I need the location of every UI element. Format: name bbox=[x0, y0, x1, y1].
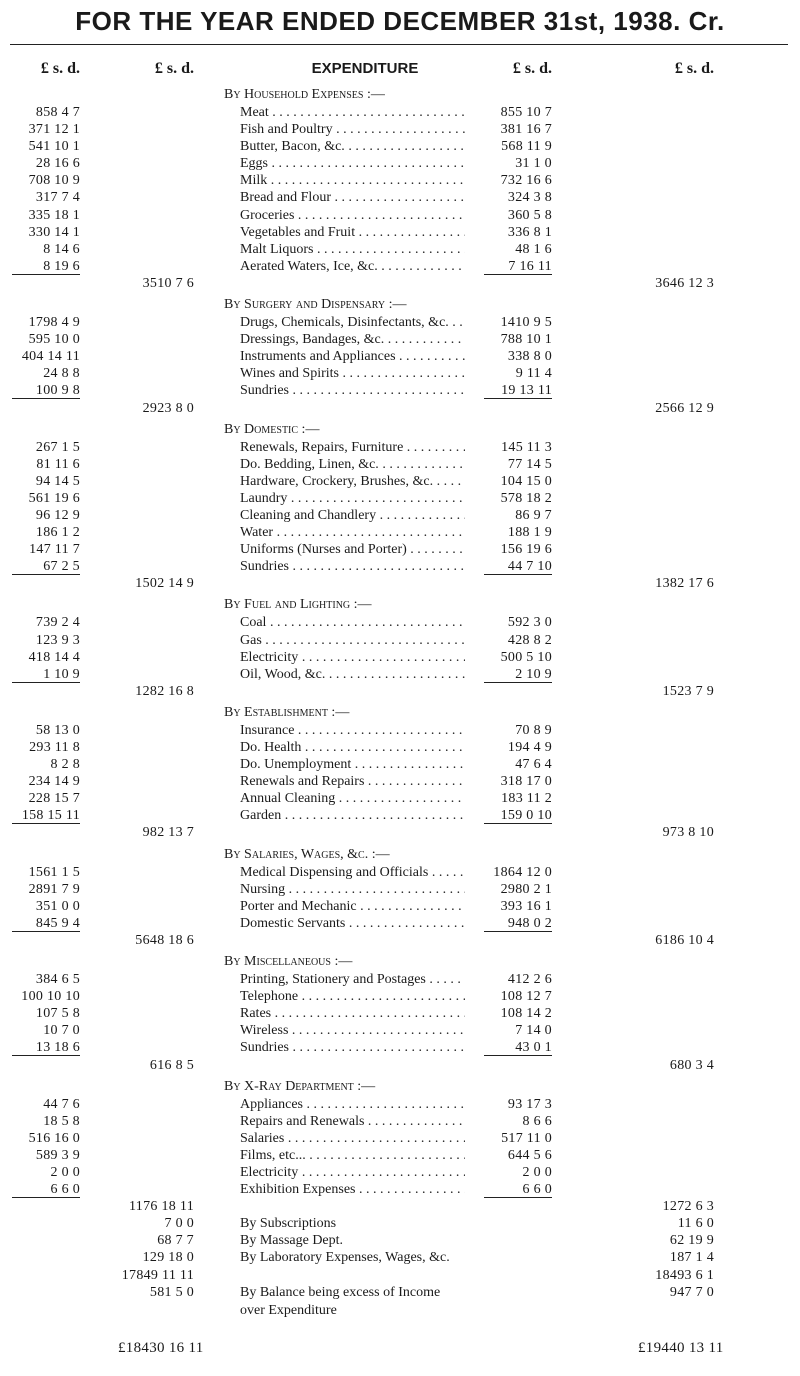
current-year-item-amount: 31 1 0 bbox=[515, 156, 552, 172]
prev-year-item-amount: 541 10 1 bbox=[28, 139, 80, 155]
section-heading-row bbox=[0, 842, 800, 864]
ledger-row bbox=[0, 348, 800, 365]
ledger-row bbox=[0, 138, 800, 155]
section-title: By Surgery and Dispensary :— bbox=[224, 297, 407, 313]
prev-year-total-amount: 68 7 7 bbox=[157, 1233, 194, 1249]
prev-year-item-amount: 845 9 4 bbox=[35, 915, 80, 931]
ledger-row bbox=[0, 1039, 800, 1056]
prev-year-item-amount: 2 0 0 bbox=[50, 1164, 80, 1180]
prev-year-item-amount: 1561 1 5 bbox=[28, 864, 80, 880]
ledger-row bbox=[0, 121, 800, 138]
page-heading: FOR THE YEAR ENDED DECEMBER 31st, 1938. Cr. bbox=[75, 6, 725, 36]
item-description: Fish and Poultry . . . bbox=[240, 121, 465, 138]
current-year-total-amount: 187 1 4 bbox=[669, 1250, 714, 1266]
item-description: By Subscriptions bbox=[240, 1216, 337, 1232]
item-description: Milk . . . bbox=[240, 172, 465, 189]
prev-year-item-amount: 404 14 11 bbox=[21, 349, 80, 365]
item-description: Instruments and Appliances . . . bbox=[240, 348, 465, 365]
ledger-row bbox=[0, 1022, 800, 1039]
current-year-item-amount: 381 16 7 bbox=[500, 122, 552, 138]
current-year-item-amount: 194 4 9 bbox=[507, 740, 552, 755]
ledger-row bbox=[0, 382, 800, 399]
item-description: Meat . . . bbox=[240, 104, 465, 121]
prev-year-item-amount: 561 19 6 bbox=[28, 490, 80, 506]
current-year-item-amount: 7 16 11 bbox=[508, 258, 552, 274]
current-year-item-amount: 77 14 5 bbox=[507, 456, 552, 472]
expenditure-header: EXPENDITURE bbox=[311, 60, 419, 77]
prev-year-item-amount: 81 11 6 bbox=[36, 456, 80, 472]
ledger-row bbox=[0, 365, 800, 382]
item-description: Do. Health . . . . . bbox=[240, 739, 465, 756]
section-heading-row bbox=[0, 82, 800, 104]
ledger-row bbox=[0, 314, 800, 331]
current-year-total-amount: 3646 12 3 bbox=[655, 275, 714, 291]
ledger-row bbox=[0, 1284, 800, 1320]
ledger-row bbox=[0, 1267, 800, 1284]
current-year-item-amount: 108 12 7 bbox=[500, 989, 552, 1005]
current-year-item-amount: 2980 2 1 bbox=[500, 881, 552, 897]
ledger-row bbox=[0, 1215, 800, 1232]
ledger-row bbox=[0, 207, 800, 224]
section-title: By Fuel and Lighting :— bbox=[224, 597, 372, 613]
prev-year-total-amount: 5648 18 6 bbox=[135, 932, 194, 948]
section-title: By Household Expenses :— bbox=[224, 87, 385, 102]
ledger-row bbox=[0, 614, 800, 631]
item-description: Aerated Waters, Ice, &c. . . . bbox=[240, 258, 465, 275]
item-description: Do. Unemployment . . . bbox=[240, 756, 465, 773]
item-description: Medical Dispensing and Officials . . . bbox=[240, 864, 465, 881]
prev-year-item-amount: 67 2 5 bbox=[43, 559, 80, 575]
item-description: Rates . . . bbox=[240, 1005, 465, 1022]
item-description: Drugs, Chemicals, Disinfectants, &c. . . . bbox=[240, 314, 465, 331]
prev-year-total-amount: 982 13 7 bbox=[142, 825, 194, 841]
current-year-item-amount: 43 0 1 bbox=[515, 1040, 552, 1056]
current-year-item-amount: 1864 12 0 bbox=[493, 864, 552, 880]
item-description: Laundry . . . . . bbox=[240, 490, 465, 507]
prev-year-item-amount: 44 7 6 bbox=[43, 1096, 80, 1112]
current-year-item-amount: 948 0 2 bbox=[507, 915, 552, 931]
ledger-row bbox=[0, 241, 800, 258]
current-year-item-amount: 7 14 0 bbox=[515, 1023, 552, 1039]
current-year-total-amount: 18493 6 1 bbox=[655, 1267, 714, 1283]
item-description: Wines and Spirits . . . bbox=[240, 365, 465, 382]
item-description: By Balance being excess of Income over Expenditure bbox=[240, 1284, 441, 1318]
item-description: Insurance . . . . . bbox=[240, 722, 465, 739]
prev-year-total-amount: £18430 16 11 bbox=[118, 1339, 204, 1356]
prev-year-item-amount: 2891 7 9 bbox=[28, 881, 80, 897]
ledger-row bbox=[0, 1232, 800, 1249]
ledger-row bbox=[0, 104, 800, 121]
item-description: Wireless . . . . . bbox=[240, 1022, 465, 1039]
column-headers bbox=[0, 60, 800, 82]
ledger-row bbox=[0, 1249, 800, 1266]
current-year-item-amount: 644 5 6 bbox=[507, 1147, 552, 1163]
prev-year-item-amount: 13 18 6 bbox=[35, 1040, 80, 1056]
item-description: Eggs . . . bbox=[240, 155, 465, 172]
item-description: Appliances . . . bbox=[240, 1096, 465, 1113]
prev-year-item-amount: 100 10 10 bbox=[21, 989, 80, 1005]
ledger-row bbox=[0, 649, 800, 666]
section-title: By Establishment :— bbox=[224, 704, 350, 720]
current-year-item-amount: 2 0 0 bbox=[522, 1164, 552, 1180]
ledger-row bbox=[0, 632, 800, 649]
item-description: Exhibition Expenses . . . bbox=[240, 1181, 465, 1198]
heading-rule bbox=[10, 44, 788, 45]
ledger-row bbox=[0, 773, 800, 790]
ledger-row bbox=[0, 1130, 800, 1147]
current-year-item-amount: 1410 9 5 bbox=[500, 315, 552, 331]
item-description: Water . . . bbox=[240, 524, 465, 541]
prev-year-item-amount: 123 9 3 bbox=[35, 632, 80, 648]
item-description: Cleaning and Chandlery . . . bbox=[240, 507, 465, 524]
col4-header: £ s. d. bbox=[674, 60, 714, 77]
current-year-total-amount: 1523 7 9 bbox=[662, 683, 714, 699]
item-description: Sundries . . . . . bbox=[240, 1039, 465, 1056]
prev-year-total-amount: 581 5 0 bbox=[149, 1284, 194, 1300]
current-year-item-amount: 393 16 1 bbox=[500, 898, 552, 914]
col2-header: £ s. d. bbox=[154, 60, 194, 77]
item-description: Dressings, Bandages, &c. . . . bbox=[240, 331, 465, 348]
prev-year-item-amount: 96 12 9 bbox=[35, 507, 80, 523]
item-description: Bread and Flour . . . . . bbox=[240, 189, 465, 206]
ledger-row bbox=[0, 722, 800, 739]
item-description: Do. Bedding, Linen, &c. . . . bbox=[240, 456, 465, 473]
current-year-item-amount: 183 11 2 bbox=[501, 791, 552, 807]
ledger-row bbox=[0, 1113, 800, 1130]
prev-year-item-amount: 317 7 4 bbox=[35, 190, 80, 206]
ledger-row bbox=[0, 988, 800, 1005]
item-description: Annual Cleaning . . . . . bbox=[240, 790, 465, 807]
current-year-item-amount: 592 3 0 bbox=[507, 615, 552, 631]
item-description: Malt Liquors . . . bbox=[240, 241, 465, 258]
current-year-total-amount: 2566 12 9 bbox=[655, 400, 714, 416]
section-heading-row bbox=[0, 292, 800, 314]
current-year-item-amount: 732 16 6 bbox=[500, 173, 552, 189]
prev-year-total-amount: 17849 11 11 bbox=[121, 1267, 194, 1283]
current-year-item-amount: 86 9 7 bbox=[515, 507, 552, 523]
ledger-row bbox=[0, 881, 800, 898]
item-description: Oil, Wood, &c. . . . . . bbox=[240, 666, 465, 683]
item-description: Uniforms (Nurses and Porter) . . . . . bbox=[240, 541, 465, 558]
current-year-item-amount: 578 18 2 bbox=[500, 490, 552, 506]
item-description: Hardware, Crockery, Brushes, &c. . . . bbox=[240, 473, 465, 490]
prev-year-item-amount: 351 0 0 bbox=[35, 898, 80, 914]
section-heading-row bbox=[0, 1074, 800, 1096]
current-year-item-amount: 9 11 4 bbox=[515, 366, 552, 382]
ledger-row bbox=[0, 1198, 800, 1215]
ledger-row bbox=[0, 541, 800, 558]
current-year-item-amount: 48 1 6 bbox=[515, 241, 552, 257]
item-description: Sundries . . . . . bbox=[240, 558, 465, 575]
item-description: Salaries . . . bbox=[240, 1130, 465, 1147]
prev-year-item-amount: 100 9 8 bbox=[35, 383, 80, 399]
prev-year-item-amount: 8 14 6 bbox=[43, 241, 80, 257]
prev-year-total-amount: 1176 18 11 bbox=[129, 1199, 194, 1215]
ledger-row bbox=[0, 1096, 800, 1113]
prev-year-total-amount: 616 8 5 bbox=[149, 1057, 194, 1073]
prev-year-item-amount: 228 15 7 bbox=[28, 791, 80, 807]
current-year-item-amount: 428 8 2 bbox=[507, 632, 552, 648]
ledger-row bbox=[0, 932, 800, 949]
prev-year-item-amount: 858 4 7 bbox=[35, 105, 80, 120]
current-year-item-amount: 70 8 9 bbox=[515, 722, 552, 738]
item-description: Vegetables and Fruit . . . bbox=[240, 224, 465, 241]
ledger-row bbox=[0, 490, 800, 507]
ledger-row bbox=[0, 898, 800, 915]
item-description: Renewals and Repairs . . . bbox=[240, 773, 465, 790]
current-year-total-amount: 973 8 10 bbox=[662, 825, 714, 841]
prev-year-item-amount: 18 5 8 bbox=[43, 1113, 80, 1129]
ledger-row bbox=[0, 790, 800, 807]
ledger-row bbox=[0, 155, 800, 172]
prev-year-item-amount: 28 16 6 bbox=[35, 156, 80, 172]
ledger-row bbox=[0, 456, 800, 473]
ledger-row bbox=[0, 172, 800, 189]
current-year-item-amount: 19 13 11 bbox=[501, 383, 552, 399]
prev-year-total-amount: 2923 8 0 bbox=[142, 400, 194, 416]
ledger-row bbox=[0, 1147, 800, 1164]
item-description: By Laboratory Expenses, Wages, &c. bbox=[240, 1250, 450, 1266]
current-year-total-amount: 62 19 9 bbox=[669, 1233, 714, 1249]
prev-year-item-amount: 147 11 7 bbox=[29, 542, 80, 558]
ledger-row bbox=[0, 683, 800, 700]
prev-year-item-amount: 8 19 6 bbox=[43, 258, 80, 274]
current-year-item-amount: 6 6 0 bbox=[522, 1182, 552, 1198]
ledger-row bbox=[0, 189, 800, 206]
item-description: Groceries . . . . . bbox=[240, 207, 465, 224]
current-year-item-amount: 188 1 9 bbox=[507, 525, 552, 541]
section-heading-row bbox=[0, 417, 800, 439]
current-year-item-amount: 336 8 1 bbox=[507, 224, 552, 240]
item-description: Electricity . . . bbox=[240, 649, 465, 666]
grand-total-row bbox=[0, 1320, 800, 1360]
item-description: Films, etc... . . . bbox=[240, 1147, 465, 1164]
ledger-row bbox=[0, 666, 800, 683]
prev-year-item-amount: 739 2 4 bbox=[35, 615, 80, 631]
section-title: By X-Ray Department :— bbox=[224, 1078, 376, 1094]
item-description: Porter and Mechanic . . . bbox=[240, 898, 465, 915]
section-title: By Domestic :— bbox=[224, 421, 320, 437]
expenditure-table bbox=[0, 82, 800, 1360]
ledger-row bbox=[0, 864, 800, 881]
prev-year-item-amount: 335 18 1 bbox=[28, 207, 80, 223]
current-year-total-amount: 6186 10 4 bbox=[655, 932, 714, 948]
item-description: Telephone . . . bbox=[240, 988, 465, 1005]
ledger-row bbox=[0, 473, 800, 490]
current-year-item-amount: 318 17 0 bbox=[500, 774, 552, 790]
prev-year-item-amount: 516 16 0 bbox=[28, 1130, 80, 1146]
prev-year-item-amount: 384 6 5 bbox=[35, 972, 80, 988]
ledger-row bbox=[0, 807, 800, 824]
prev-year-item-amount: 186 1 2 bbox=[35, 525, 80, 541]
item-description: Domestic Servants . . . bbox=[240, 915, 465, 932]
current-year-item-amount: 104 15 0 bbox=[500, 473, 552, 489]
prev-year-item-amount: 24 8 8 bbox=[43, 366, 80, 382]
current-year-total-amount: 947 7 0 bbox=[669, 1284, 714, 1300]
current-year-item-amount: 159 0 10 bbox=[500, 808, 552, 824]
current-year-item-amount: 324 3 8 bbox=[507, 190, 552, 206]
item-description: Coal . . . bbox=[240, 614, 465, 631]
item-description: Repairs and Renewals . . . bbox=[240, 1113, 465, 1130]
ledger-row bbox=[0, 224, 800, 241]
current-year-item-amount: 2 10 9 bbox=[515, 666, 552, 682]
prev-year-total-amount: 1502 14 9 bbox=[135, 576, 194, 592]
prev-year-item-amount: 418 14 4 bbox=[28, 649, 80, 665]
current-year-item-amount: 156 19 6 bbox=[500, 542, 552, 558]
current-year-item-amount: 788 10 1 bbox=[500, 332, 552, 348]
current-year-total-amount: 11 6 0 bbox=[677, 1216, 714, 1232]
ledger-row bbox=[0, 756, 800, 773]
prev-year-item-amount: 708 10 9 bbox=[28, 173, 80, 189]
item-description: Butter, Bacon, &c. . . . bbox=[240, 138, 465, 155]
ledger-row bbox=[0, 275, 800, 292]
prev-year-item-amount: 158 15 11 bbox=[21, 808, 80, 824]
current-year-item-amount: 568 11 9 bbox=[501, 139, 552, 155]
ledger-row bbox=[0, 1181, 800, 1198]
current-year-item-amount: 855 10 7 bbox=[500, 105, 552, 120]
current-year-item-amount: 93 17 3 bbox=[507, 1096, 552, 1112]
ledger-row bbox=[0, 558, 800, 575]
prev-year-item-amount: 1798 4 9 bbox=[28, 315, 80, 331]
current-year-item-amount: 500 5 10 bbox=[500, 649, 552, 665]
item-description: Gas . . . bbox=[240, 632, 465, 649]
prev-year-item-amount: 595 10 0 bbox=[28, 332, 80, 348]
current-year-item-amount: 8 6 6 bbox=[522, 1113, 552, 1129]
current-year-item-amount: 145 11 3 bbox=[501, 439, 552, 455]
prev-year-item-amount: 6 6 0 bbox=[50, 1182, 80, 1198]
prev-year-item-amount: 58 13 0 bbox=[35, 722, 80, 738]
item-description: Nursing . . . . . bbox=[240, 881, 465, 898]
item-description: Renewals, Repairs, Furniture . . . . . bbox=[240, 439, 465, 456]
current-year-item-amount: 360 5 8 bbox=[507, 207, 552, 223]
prev-year-item-amount: 8 2 8 bbox=[50, 757, 80, 773]
prev-year-item-amount: 330 14 1 bbox=[28, 224, 80, 240]
ledger-row bbox=[0, 400, 800, 417]
ledger-row bbox=[0, 439, 800, 456]
section-heading-row bbox=[0, 700, 800, 722]
current-year-item-amount: 338 8 0 bbox=[507, 349, 552, 365]
item-description: Garden . . . bbox=[240, 807, 465, 824]
ledger-row bbox=[0, 524, 800, 541]
prev-year-item-amount: 371 12 1 bbox=[28, 122, 80, 138]
prev-year-total-amount: 1282 16 8 bbox=[135, 683, 194, 699]
item-description: Electricity . . . bbox=[240, 1164, 465, 1181]
ledger-row bbox=[0, 331, 800, 348]
ledger-row bbox=[0, 507, 800, 524]
current-year-item-amount: 44 7 10 bbox=[507, 559, 552, 575]
prev-year-total-amount: 129 18 0 bbox=[142, 1250, 194, 1266]
item-description: By Massage Dept. bbox=[240, 1233, 344, 1249]
current-year-total-amount: 680 3 4 bbox=[669, 1057, 714, 1073]
current-year-item-amount: 108 14 2 bbox=[500, 1006, 552, 1022]
prev-year-total-amount: 3510 7 6 bbox=[142, 275, 194, 291]
section-title: By Miscellaneous :— bbox=[224, 954, 353, 970]
prev-year-item-amount: 589 3 9 bbox=[35, 1147, 80, 1163]
col1-header: £ s. d. bbox=[40, 60, 80, 77]
section-title: By Salaries, Wages, &c. :— bbox=[224, 846, 390, 862]
ledger-row bbox=[0, 915, 800, 932]
current-year-total-amount: 1382 17 6 bbox=[655, 576, 714, 592]
ledger-row bbox=[0, 1005, 800, 1022]
ledger-row bbox=[0, 739, 800, 756]
prev-year-item-amount: 1 10 9 bbox=[43, 666, 80, 682]
ledger-row bbox=[0, 575, 800, 592]
item-description: Printing, Stationery and Postages . . . bbox=[240, 971, 465, 988]
prev-year-total-amount: 7 0 0 bbox=[164, 1216, 194, 1232]
col3-header: £ s. d. bbox=[512, 60, 552, 77]
prev-year-item-amount: 94 14 5 bbox=[35, 473, 80, 489]
current-year-item-amount: 47 6 4 bbox=[515, 757, 552, 773]
ledger-row bbox=[0, 1057, 800, 1074]
ledger-row bbox=[0, 824, 800, 841]
prev-year-item-amount: 10 7 0 bbox=[43, 1023, 80, 1039]
prev-year-item-amount: 234 14 9 bbox=[28, 774, 80, 790]
current-year-total-amount: 1272 6 3 bbox=[662, 1199, 714, 1215]
ledger-row bbox=[0, 1164, 800, 1181]
item-description: Sundries . . . . . bbox=[240, 382, 465, 399]
prev-year-item-amount: 107 5 8 bbox=[35, 1006, 80, 1022]
current-year-item-amount: 412 2 6 bbox=[507, 972, 552, 988]
ledger-row bbox=[0, 258, 800, 275]
ledger-row bbox=[0, 971, 800, 988]
prev-year-item-amount: 267 1 5 bbox=[35, 439, 80, 455]
prev-year-item-amount: 293 11 8 bbox=[29, 740, 80, 755]
section-heading-row bbox=[0, 949, 800, 971]
current-year-total-amount: £19440 13 11 bbox=[638, 1339, 724, 1356]
section-heading-row bbox=[0, 592, 800, 614]
current-year-item-amount: 517 11 0 bbox=[501, 1130, 552, 1146]
